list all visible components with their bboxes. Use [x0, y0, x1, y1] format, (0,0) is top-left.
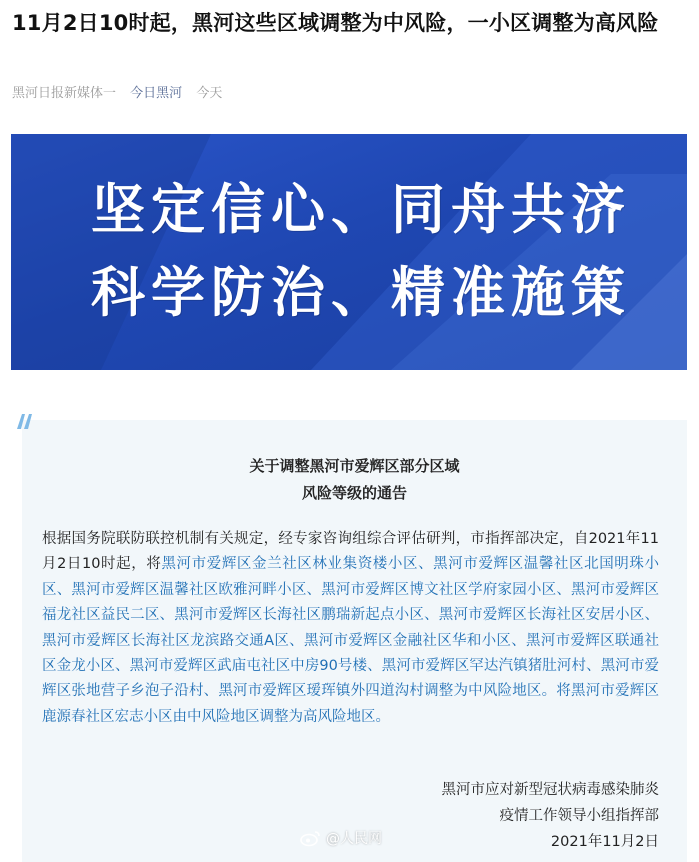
watermark [300, 828, 382, 848]
account-name-link[interactable]: 今日黑河 [130, 86, 183, 101]
publish-time: 今天 [196, 86, 223, 101]
signature-line2: 疫情工作领导小组指挥部 [499, 808, 659, 824]
article-source: 黑河日报新媒体一 [12, 86, 117, 101]
article-title: 11月2日10时起，黑河这些区域调整为中风险，一小区调整为高风险 [12, 11, 659, 35]
signature-line1: 黑河市应对新型冠状病毒感染肺炎 [441, 782, 659, 798]
article-meta [12, 82, 232, 101]
banner-image [11, 134, 687, 370]
weibo-icon [300, 829, 322, 847]
watermark-text: @人民网 [326, 831, 382, 847]
notice-title-line1: 关于调整黑河市爱辉区部分区域 [249, 457, 460, 475]
notice-title-line2: 风险等级的通告 [301, 484, 407, 502]
banner-background [11, 134, 687, 370]
quote-mark-icon [14, 412, 34, 430]
signature-date: 2021年11月2日 [550, 834, 659, 850]
notice-body-intro: 根据国务院联防联控机制有关规定，经专家咨询组综合评估研判，市指挥部决定，自2021年11月2日10时起，将 [42, 531, 659, 573]
banner-slogan-line2: 科学防治、精准施策 [91, 260, 631, 324]
notice-body-area-list: 黑河市爱辉区金兰社区林业集资楼小区、黑河市爱辉区温馨社区北国明珠小区、黑河市爱辉区温馨社区欧雅河畔小区、黑河市爱辉区博文社区学府家园小区、黑河市爱辉区福龙社区益民二区、黑河市爱辉区长海社区鹏瑞新起点小区、黑河市爱辉区长海社区安居小区、黑河市爱辉区长海社区龙滨路交通A区、黑河市爱辉区金融社区华和小区、黑河市爱辉区联通社区金龙小区、黑河市爱辉区武庙屯社区中房90号楼、黑河市爱辉区罕达汽镇猪肚河村、黑河市爱辉区张地营子乡泡子沿村、黑河市爱辉区瑷珲镇外四道沟村调整为中风险地区。将黑河市爱辉区鹿源春社区宏志小区由中风险地区调整为高风险地区。 [42, 556, 660, 725]
notice-body [42, 527, 659, 730]
banner-slogan-line1: 坚定信心、同舟共济 [91, 177, 631, 241]
